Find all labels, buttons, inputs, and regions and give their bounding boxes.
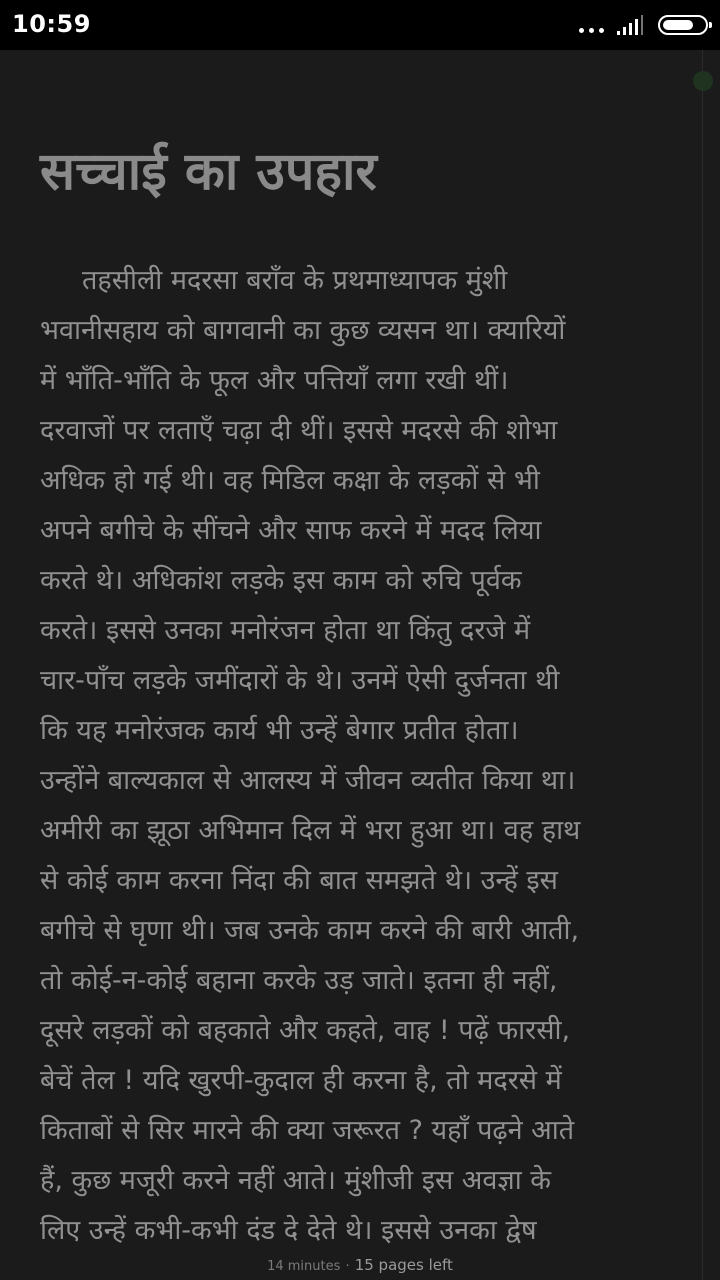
signal-icon [616, 14, 644, 36]
page-edge-line [702, 50, 703, 1280]
pages-left-label: 15 pages left [354, 1256, 453, 1274]
text-line: भवानीसहाय को बागवानी का कुछ व्यसन था। क्यारियों [40, 315, 566, 346]
text-line: लिए उन्हें कभी-कभी दंड दे देते थे। इससे उनका द्वेष [40, 1215, 537, 1246]
reader-page[interactable] [0, 50, 720, 1280]
chapter-body [40, 256, 680, 1256]
text-line: करते थे। अधिकांश लड़के इस काम को रुचि पूर्वक [40, 565, 522, 596]
text-line: में भाँति-भाँति के फूल और पत्तियाँ लगा रखी थीं। [40, 365, 509, 396]
text-line: दूसरे लड़कों को बहकाते और कहते, वाह ! पढ़ें फारसी, [40, 1015, 571, 1046]
text-line: उन्होंने बाल्यकाल से आलस्य में जीवन व्यतीत किया था। [40, 765, 576, 796]
text-line: हैं, कुछ मजूरी करने नहीं आते। मुंशीजी इस अवज्ञा के [40, 1165, 552, 1196]
reading-progress-indicator [693, 71, 713, 91]
text-line: दरवाजों पर लताएँ चढ़ा दी थीं। इससे मदरसे की शोभा [40, 415, 558, 446]
text-line: किताबों से सिर मारने की क्या जरूरत ? यहाँ पढ़ने आते [40, 1115, 575, 1146]
status-time: 10:59 [12, 10, 91, 38]
time-left-label: 14 minutes [267, 1259, 341, 1274]
reading-footer [0, 1255, 720, 1274]
footer-separator: · [345, 1259, 350, 1274]
status-icons [579, 12, 708, 38]
text-line: बेचें तेल ! यदि खुरपी-कुदाल ही करना है, तो मदरसे में [40, 1065, 562, 1096]
text-line: अधिक हो गई थी। वह मिडिल कक्षा के लड़कों से भी [40, 465, 540, 496]
more-dots-icon [579, 28, 604, 33]
battery-icon [658, 15, 708, 35]
status-bar [0, 0, 720, 50]
text-line: अपने बगीचे के सींचने और साफ करने में मदद लिया [40, 515, 542, 546]
text-line: करते। इससे उनका मनोरंजन होता था किंतु दरजे में [40, 615, 531, 646]
text-line: तो कोई-न-कोई बहाना करके उड़ जाते। इतना ही नहीं, [40, 965, 558, 996]
text-line: अमीरी का झूठा अभिमान दिल में भरा हुआ था। वह हाथ [40, 815, 581, 846]
chapter-title: सच्चाई का उपहार [40, 142, 377, 202]
text-line: से कोई काम करना निंदा की बात समझते थे। उन्हें इस [40, 865, 558, 896]
text-line: कि यह मनोरंजक कार्य भी उन्हें बेगार प्रतीत होता। [40, 715, 519, 746]
text-line: चार-पाँच लड़के जमींदारों के थे। उनमें ऐसी दुर्जनता थी [40, 665, 560, 696]
text-line: बगीचे से घृणा थी। जब उनके काम करने की बारी आती, [40, 915, 580, 946]
text-line: तहसीली मदरसा बराँव के प्रथमाध्यापक मुंशी [82, 265, 508, 296]
